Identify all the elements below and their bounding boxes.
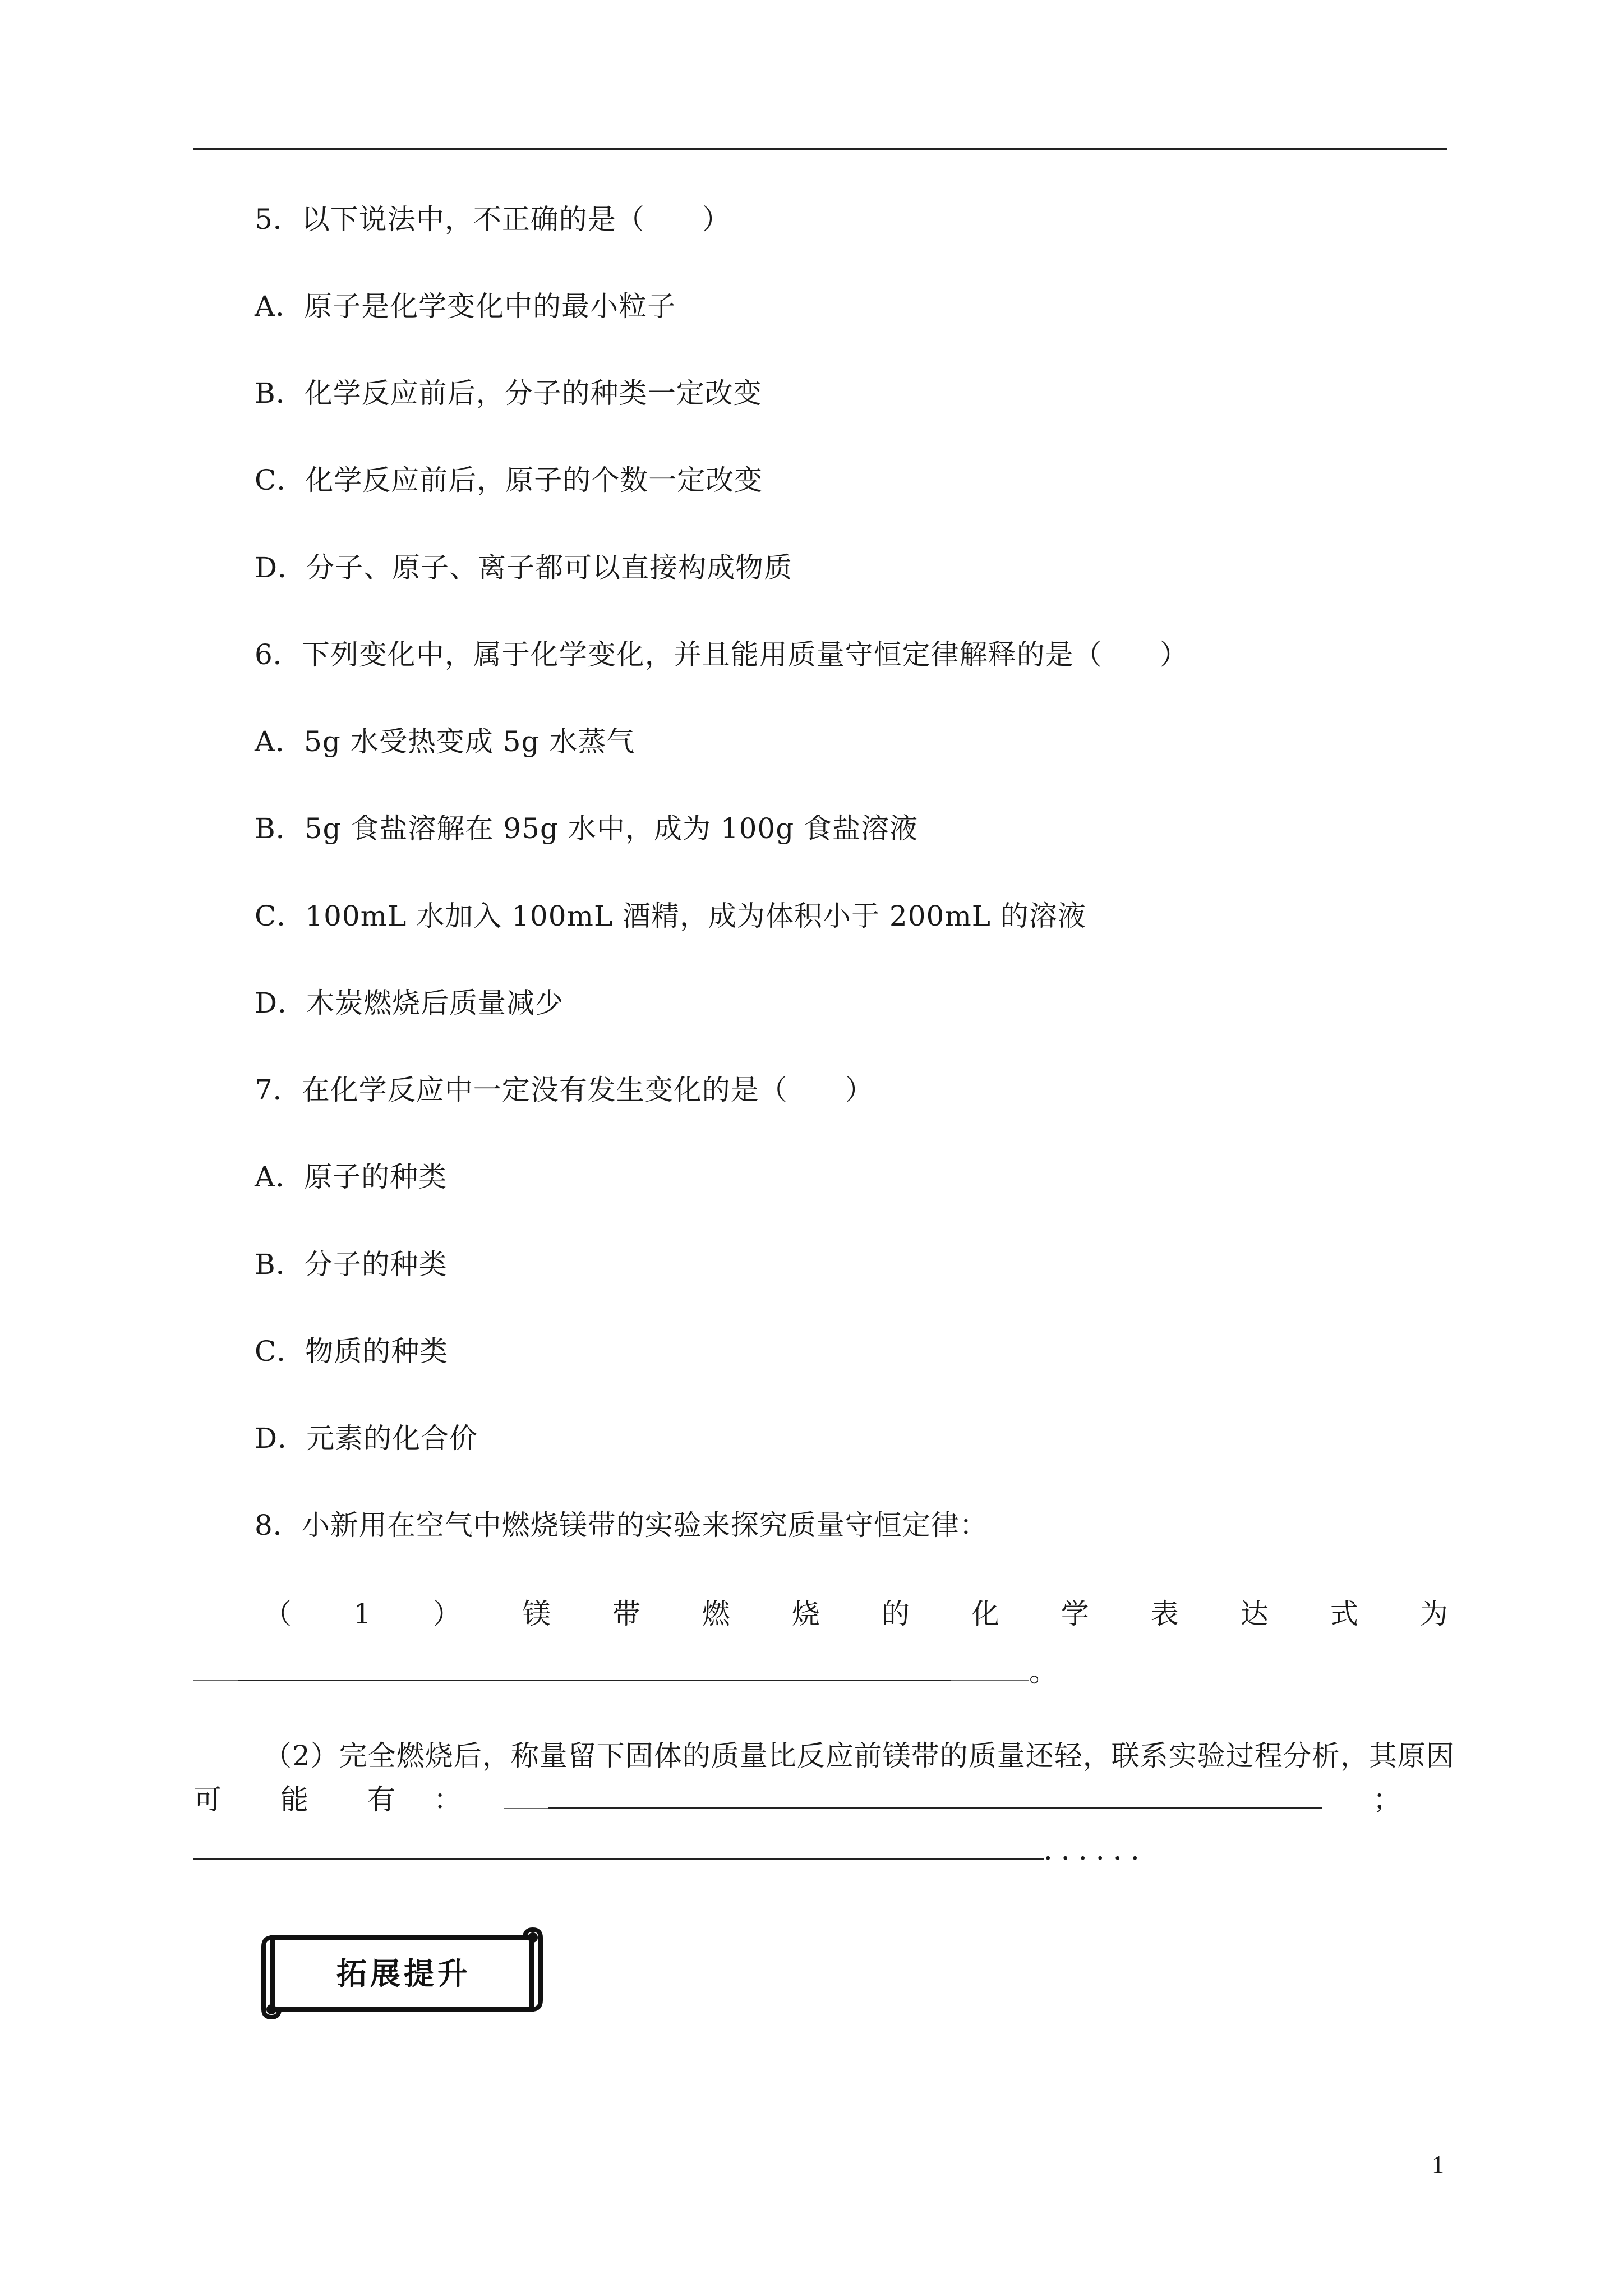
question-7-option-d: D．元素的化合价 — [255, 1422, 478, 1455]
question-5-option-d: D．分子、原子、离子都可以直接构成物质 — [255, 551, 793, 584]
question-6-stem: 6．下列变化中，属于化学变化，并且能用质量守恒定律解释的是（ ） — [255, 638, 1188, 671]
answer-blank[interactable] — [548, 1806, 1322, 1809]
question-5-stem: 5．以下说法中，不正确的是（ ） — [255, 203, 731, 236]
question-7-stem: 7．在化学反应中一定没有发生变化的是（ ） — [255, 1074, 874, 1106]
question-8-part-2-line-3: ．．．．．． — [193, 1833, 1162, 1867]
question-5-option-b: B．化学反应前后，分子的种类一定改变 — [255, 377, 762, 409]
question-8-part-1-prompt: （ 1 ） 镁 带 燃 烧 的 化 学 表 达 式 为 — [264, 1598, 1448, 1630]
question-5-option-a: A．原子是化学变化中的最小粒子 — [255, 290, 676, 323]
answer-blank[interactable] — [238, 1678, 951, 1681]
question-7-option-b: B．分子的种类 — [255, 1248, 448, 1281]
question-6-option-c: C．100mL 水加入 100mL 酒精，成为体积小于 200mL 的溶液 — [255, 900, 1086, 932]
answer-blank[interactable] — [193, 1857, 1044, 1860]
header-rule — [193, 148, 1447, 150]
question-8-part-2-line-1: （2）完全燃烧后，称量留下固体的质量比反应前镁带的质量还轻，联系实验过程分析，其原因 — [264, 1740, 1455, 1772]
question-5-option-c: C．化学反应前后，原子的个数一定改变 — [255, 464, 763, 496]
question-8-stem: 8．小新用在空气中燃烧镁带的实验来探究质量守恒定律： — [255, 1509, 988, 1542]
question-6-option-b: B．5g 食盐溶解在 95g 水中，成为 100g 食盐溶液 — [255, 812, 919, 845]
question-6-option-a: A．5g 水受热变成 5g 水蒸气 — [255, 725, 635, 758]
section-banner — [258, 1925, 550, 2022]
question-8-part-1-answer-line: 。 — [193, 1655, 1058, 1688]
banner-title: 拓展提升 — [336, 1956, 471, 1991]
question-6-option-d: D．木炭燃烧后质量减少 — [255, 987, 564, 1019]
question-8-part-2-line-2: 可 能 有 ： ； — [193, 1783, 1401, 1816]
page-number: 1 — [1432, 2151, 1444, 2178]
question-7-option-c: C．物质的种类 — [255, 1335, 449, 1368]
question-7-option-a: A．原子的种类 — [255, 1161, 448, 1193]
